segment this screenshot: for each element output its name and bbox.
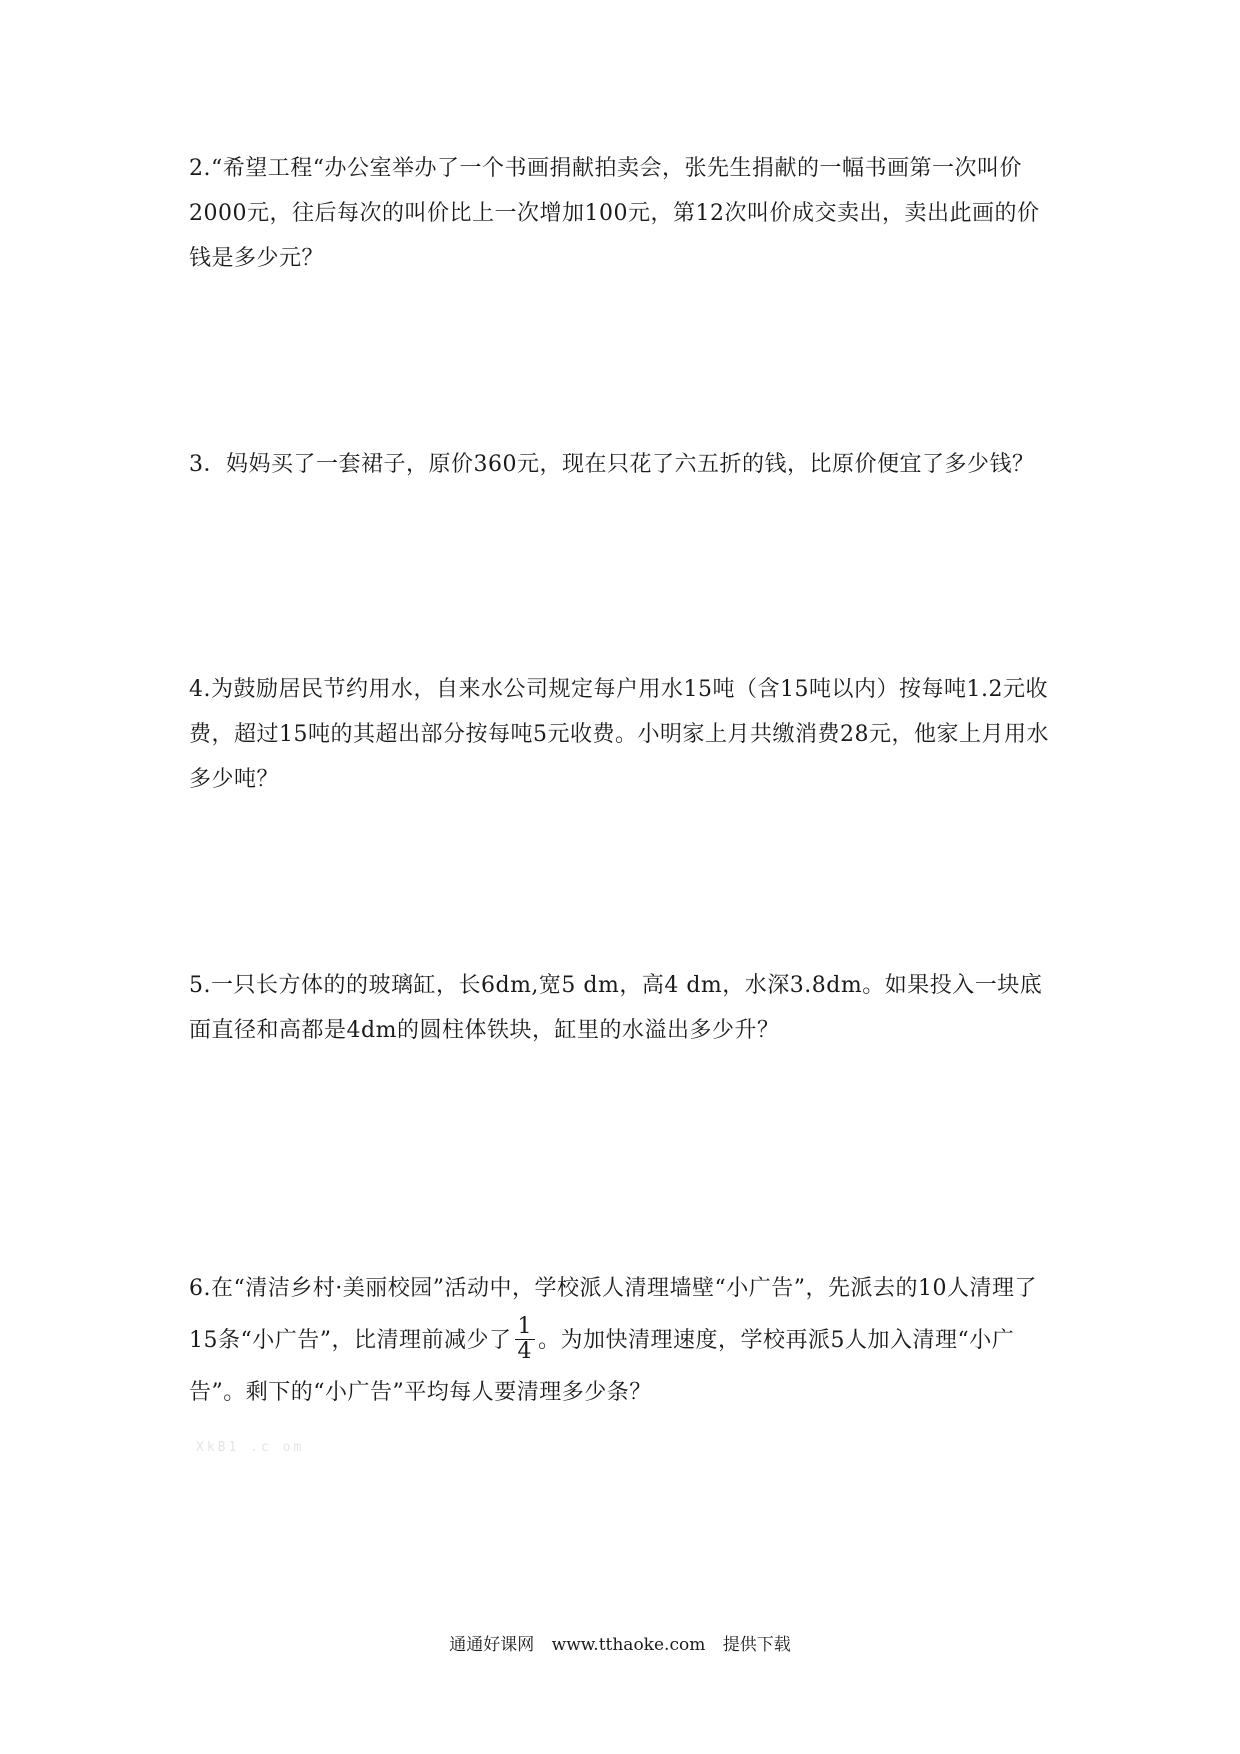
problem-4: 4.为鼓励居民节约用水，自来水公司规定每户用水15吨（含15吨以内）按每吨1.2元收费，超过15吨的其超出部分按每吨5元收费。小明家上月共缴消费28元，他家上月用水多少吨？ <box>189 677 1049 792</box>
problem-5: 5.一只长方体的的玻璃缸，长6dm,宽5 dm，高4 dm，水深3.8dm。如果投入一块底面直径和高都是4dm的圆柱体铁块，缸里的水溢出多少升？ <box>189 973 1043 1043</box>
fraction-one-quarter <box>515 1315 536 1364</box>
footer-url: www.tthaoke.com <box>551 1635 706 1655</box>
footer-site-name: 通通好课网 <box>449 1635 535 1655</box>
fraction-numerator: 1 <box>515 1315 536 1340</box>
problem-6-text-before: 6.在“清洁乡村·美丽校园”活动中，学校派人清理墙壁“小广告”，先派去的10人清理了15条“小广告”，比清理前减少了 <box>189 1276 1037 1353</box>
problem-3: 3．妈妈买了一套裙子，原价360元，现在只花了六五折的钱，比原价便宜了多少钱？ <box>189 452 1035 477</box>
footer-suffix: 提供下载 <box>722 1635 791 1655</box>
problem-6 <box>189 1263 1061 1419</box>
problem-6-text-after: 。为加快清理速度，学校再派5人加入清理“小广告”。剩下的“小广告”平均每人要清理多少条？ <box>189 1328 1015 1405</box>
page-footer <box>0 1630 1240 1655</box>
fraction-denominator: 4 <box>517 1338 532 1364</box>
watermark-text: XkB1 .c om <box>196 1440 305 1455</box>
problem-2: 2.“希望工程“办公室举办了一个书画捐献拍卖会，张先生捐献的一幅书画第一次叫价2000元，往后每次的叫价比上一次增加100元，第12次叫价成交卖出，卖出此画的价钱是多少元？ <box>189 156 1040 271</box>
